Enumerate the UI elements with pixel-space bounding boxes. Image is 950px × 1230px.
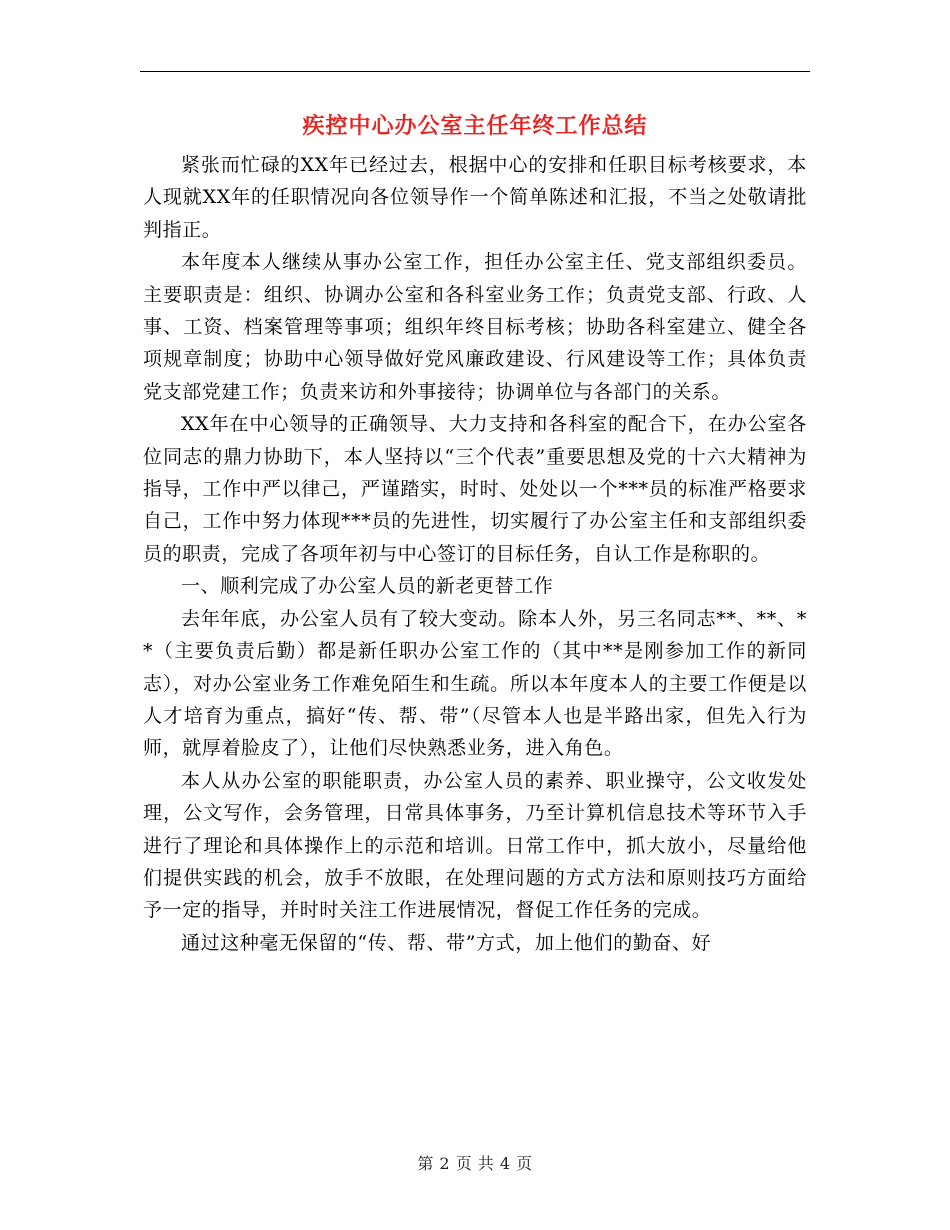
page-number: 第 2 页 共 4 页	[417, 1154, 533, 1173]
paragraph-summary: XX年在中心领导的正确领导、大力支持和各科室的配合下，在办公室各位同志的鼎力协助下，本人坚持以“三个代表”重要思想及党的十六大精神为指导，工作中严以律己，严谨踏实，时时、处处以一个***员的标准严格要求自己，工作中努力体现***员的先进性，切实履行了办公室主任和支部组织委员的职责，完成了各项年初与中心签订的目标任务，自认工作是称职的。	[143, 413, 807, 565]
paragraph-intro: 紧张而忙碌的XX年已经过去，根据中心的安排和任职目标考核要求，本人现就XX年的任职情况向各位领导作一个简单陈述和汇报，不当之处敬请批判指正。	[143, 154, 807, 241]
header-rule	[140, 71, 810, 72]
paragraph-continued: 通过这种毫无保留的“传、帮、带”方式，加上他们的勤奋、好	[181, 931, 712, 954]
document-title: 疾控中心办公室主任年终工作总结	[302, 114, 648, 139]
paragraph-staff-change: 去年年底，办公室人员有了较大变动。除本人外，另三名同志**、**、**（主要负责后勤）都是新任职办公室工作的（其中**是刚参加工作的新同志），对办公室业务工作难免陌生和生疏。所以本年度本人的主要工作便是以人才培育为重点，搞好“传、帮、带”（尽管本人也是半路出家，但先入行为师，就厚着脸皮了），让他们尽快熟悉业务，进入角色。	[143, 607, 807, 760]
paragraph-duties: 本年度本人继续从事办公室工作，担任办公室主任、党支部组织委员。主要职责是：组织、协调办公室和各科室业务工作；负责党支部、行政、人事、工资、档案管理等事项；组织年终目标考核；协助各科室建立、健全各项规章制度；协助中心领导做好党风廉政建设、行风建设等工作；具体负责党支部党建工作；负责来访和外事接待；协调单位与各部门的关系。	[143, 251, 807, 403]
document-body	[143, 149, 807, 959]
paragraph-training: 本人从办公室的职能职责，办公室人员的素养、职业操守，公文收发处理，公文写作，会务管理，日常具体事务，乃至计算机信息技术等环节入手进行了理论和具体操作上的示范和培训。日常工作中，抓大放小，尽量给他们提供实践的机会，放手不放眼，在处理问题的方式方法和原则技巧方面给予一定的指导，并时时关注工作进展情况，督促工作任务的完成。	[143, 769, 807, 922]
section-heading-1: 一、顺利完成了办公室人员的新老更替工作	[181, 575, 554, 598]
